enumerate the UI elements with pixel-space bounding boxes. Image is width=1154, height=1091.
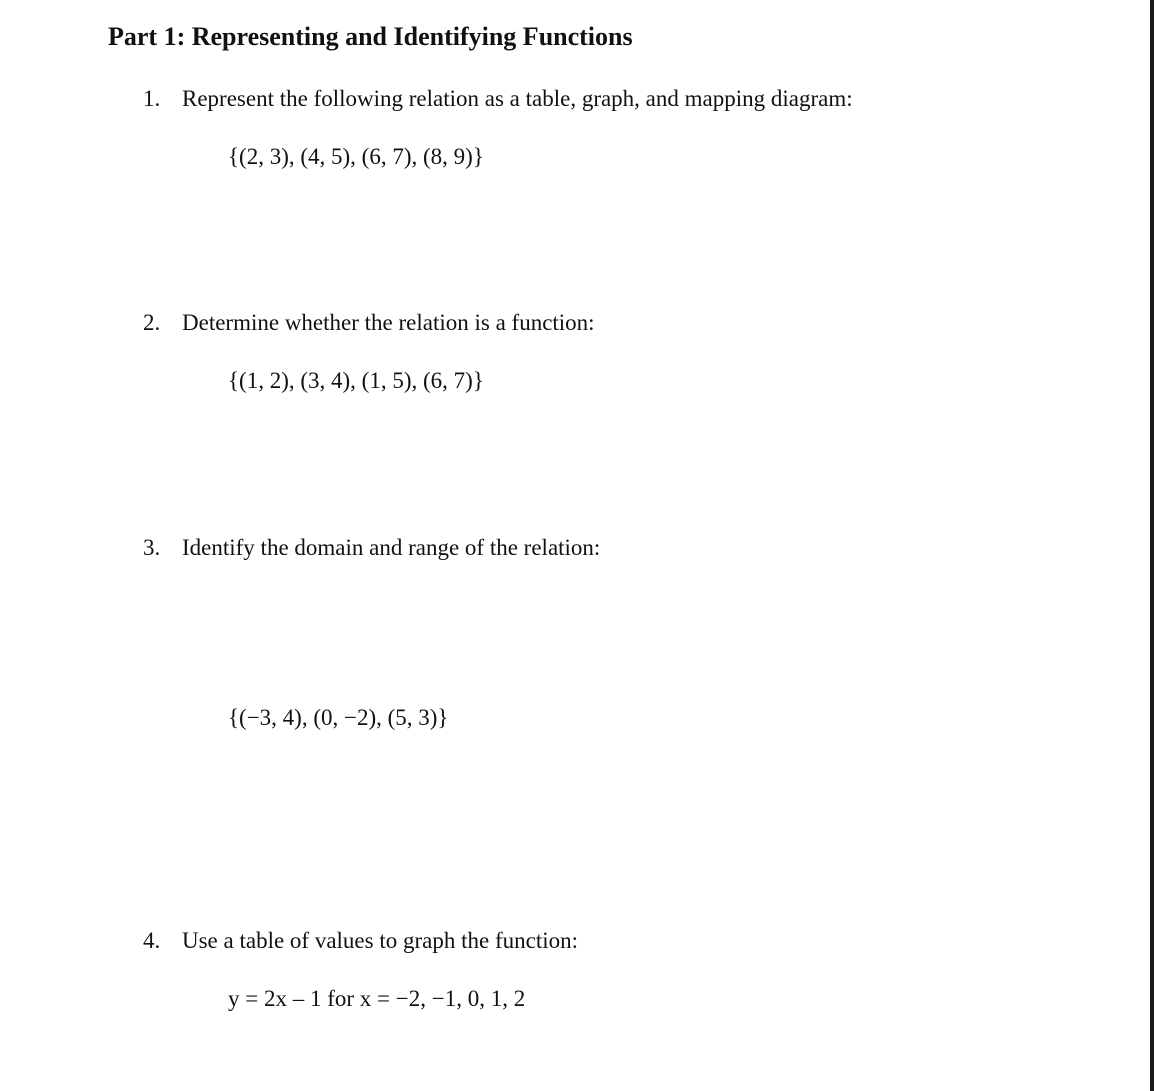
question-2-expression: {(1, 2), (3, 4), (1, 5), (6, 7)}	[228, 368, 484, 393]
question-1-expression: {(2, 3), (4, 5), (6, 7), (8, 9)}	[228, 144, 484, 169]
question-1-number: 1.	[143, 86, 161, 111]
question-4-prompt: Use a table of values to graph the function:	[182, 928, 578, 953]
question-4-number: 4.	[143, 928, 161, 953]
question-3-prompt: Identify the domain and range of the relation:	[182, 535, 601, 560]
question-4-expression: y = 2x – 1 for x = −2, −1, 0, 1, 2	[228, 986, 526, 1011]
question-2-prompt: Determine whether the relation is a function:	[182, 310, 595, 335]
question-2-number: 2.	[143, 310, 161, 335]
question-1-prompt: Represent the following relation as a table, graph, and mapping diagram:	[182, 86, 853, 111]
page-title: Part 1: Representing and Identifying Functions	[108, 22, 633, 51]
question-3-expression: {(−3, 4), (0, −2), (5, 3)}	[228, 705, 449, 730]
page-right-border	[1150, 0, 1154, 1091]
question-3-number: 3.	[143, 535, 161, 560]
